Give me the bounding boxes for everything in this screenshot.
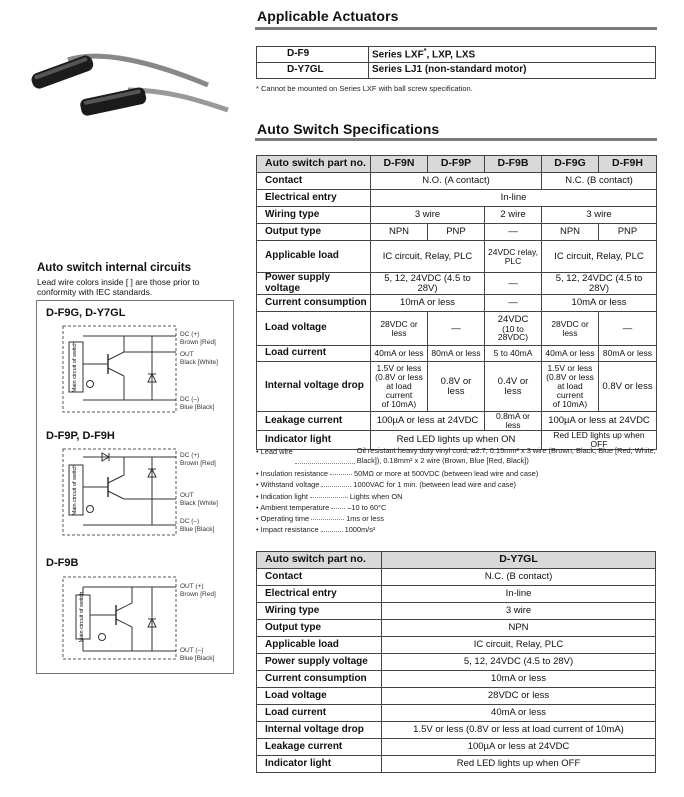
internal-circuits-subtitle: Lead wire colors inside [ ] are those prior to conformity with IEC standards. [37, 277, 200, 297]
wire-label: OUT Black [White] [180, 492, 218, 507]
svg-text:Main circuit of switch: Main circuit of switch [79, 591, 85, 643]
cell: 5, 12, 24VDC (4.5 to 28V) [542, 273, 657, 295]
row-label: Applicable load [257, 637, 382, 654]
table-row [257, 362, 657, 412]
cell: 5, 12, 24VDC (4.5 to 28V) [371, 273, 485, 295]
cell: N.O. (A contact) [371, 173, 542, 190]
cell: IC circuit, Relay, PLC [542, 241, 657, 273]
wire-label: OUT (+) Brown [Red] [180, 583, 216, 598]
row-label: Power supply voltage [257, 654, 382, 671]
table-row [257, 224, 657, 241]
row-label: Output type [257, 620, 382, 637]
table-row [257, 637, 656, 654]
table-row [257, 207, 657, 224]
row-label: Applicable load [257, 241, 371, 273]
wire-label: OUT (–) Blue [Black] [180, 647, 215, 662]
cell: IC circuit, Relay, PLC [382, 637, 656, 654]
series-cell: Series LXF*, LXP, LXS [369, 47, 656, 63]
cell: 0.4V or less [485, 362, 542, 412]
cell: NPN [382, 620, 656, 637]
cell: N.C. (B contact) [382, 569, 656, 586]
table-row [257, 569, 656, 586]
cell: 3 wire [382, 603, 656, 620]
circuit-title: D-F9B [46, 557, 79, 569]
header-cell: D-F9B [485, 156, 542, 173]
cell: 5, 12, 24VDC (4.5 to 28V) [382, 654, 656, 671]
cell: 40mA or less [382, 705, 656, 722]
row-label: Wiring type [257, 207, 371, 224]
header-cell: Auto switch part no. [257, 552, 382, 569]
cell: 1.5V or less (0.8V or less at load current of 10mA) [382, 722, 656, 739]
cell: PNP [428, 224, 485, 241]
row-label: Current consumption [257, 671, 382, 688]
cell: NPN [542, 224, 599, 241]
table-row [257, 654, 656, 671]
row-label: Contact [257, 173, 371, 190]
circuit-diagram-f9b [62, 575, 180, 661]
table-row [257, 586, 656, 603]
cell: 3 wire [542, 207, 657, 224]
cell: IC circuit, Relay, PLC [371, 241, 485, 273]
spec-notes-list [256, 446, 661, 536]
cell: 10mA or less [382, 671, 656, 688]
table-row [257, 756, 656, 773]
row-label: Wiring type [257, 603, 382, 620]
header-cell: D-F9N [371, 156, 428, 173]
circuit-diagram-f9p-f9h [62, 447, 180, 537]
cell: NPN [371, 224, 428, 241]
cell: 100µA or less at 24VDC [542, 412, 657, 431]
cell: 10mA or less [542, 295, 657, 312]
cell: 24VDC relay, PLC [485, 241, 542, 273]
row-label: Current consumption [257, 295, 371, 312]
row-label: Indicator light [257, 430, 371, 449]
applicable-actuators-table [256, 46, 656, 79]
list-item: • Operating time 1ms or less [256, 514, 384, 524]
cell: N.C. (B contact) [542, 173, 657, 190]
row-label: Power supply voltage [257, 273, 371, 295]
table-row [257, 63, 656, 79]
cell: 1.5V or less (0.8V or less at load current of 10mA) [542, 362, 599, 412]
table-row [257, 346, 657, 362]
row-label: Load voltage [257, 688, 382, 705]
list-item: • Indication light Lights when ON [256, 491, 403, 501]
cell: 10mA or less [371, 295, 485, 312]
cell: 28VDC or less [382, 688, 656, 705]
cell: 3 wire [371, 207, 485, 224]
wire-label: DC (+) Brown [Red] [180, 452, 216, 467]
cell: In-line [371, 190, 657, 207]
row-label: Contact [257, 569, 382, 586]
row-label: Leakage current [257, 739, 382, 756]
cell: 1.5V or less (0.8V or less at load current of 10mA) [371, 362, 428, 412]
cell: 5 to 40mA [485, 346, 542, 362]
cell: — [599, 312, 657, 346]
svg-text:Main circuit of switch: Main circuit of switch [72, 464, 78, 516]
table-row [257, 295, 657, 312]
cell: 0.8V or less [599, 362, 657, 412]
circuit-title: D-F9P, D-F9H [46, 430, 115, 442]
row-label: Load current [257, 705, 382, 722]
cell: Red LED lights up when ON [371, 430, 542, 449]
cell: 0.8mA or less [485, 412, 542, 431]
header-cell: D-F9G [542, 156, 599, 173]
table-row [257, 273, 657, 295]
row-label: Indicator light [257, 756, 382, 773]
cell: 24VDC (10 to 28VDC) [485, 312, 542, 346]
header-cell: Auto switch part no. [257, 156, 371, 173]
list-item: • Insulation resistance 50MΩ or more at 500VDC (between lead wire and case) [256, 469, 539, 478]
row-label: Load current [257, 346, 371, 362]
wire-label: DC (–) Blue [Black] [180, 396, 215, 411]
table-row [257, 312, 657, 346]
y7gl-spec-table [256, 551, 656, 773]
cell: PNP [599, 224, 657, 241]
heading-bar [255, 138, 657, 141]
list-item: • Ambient temperature –10 to 60°C [256, 502, 387, 512]
svg-text:Main circuit of switch: Main circuit of switch [72, 341, 78, 393]
model-cell: D-Y7GL [257, 63, 369, 79]
list-item: • Withstand voltage 1000VAC for 1 min. (between lead wire and case) [256, 480, 516, 490]
cell: In-line [382, 586, 656, 603]
table-row [257, 47, 656, 63]
cell: 80mA or less [428, 346, 485, 362]
cell: — [485, 224, 542, 241]
row-label: Output type [257, 224, 371, 241]
table-row [257, 603, 656, 620]
cell: 80mA or less [599, 346, 657, 362]
table-header-row [257, 552, 656, 569]
auto-switch-product-image [28, 30, 238, 130]
auto-switch-spec-table [256, 155, 657, 450]
table-row [257, 688, 656, 705]
cell: 40mA or less [542, 346, 599, 362]
wire-label: OUT Black [White] [180, 351, 218, 366]
auto-switch-specs-title: Auto Switch Specifications [257, 121, 440, 137]
cell: 40mA or less [371, 346, 428, 362]
cell: 28VDC or less [371, 312, 428, 346]
list-item: • Impact resistance 1000m/s² [256, 525, 376, 535]
internal-circuits-title: Auto switch internal circuits [37, 262, 191, 274]
series-cell: Series LJ1 (non-standard motor) [369, 63, 656, 79]
table-row [257, 722, 656, 739]
circuit-title: D-F9G, D-Y7GL [46, 307, 126, 319]
row-label: Electrical entry [257, 190, 371, 207]
heading-bar [255, 27, 657, 30]
cell: 0.8V or less [428, 362, 485, 412]
table-row [257, 620, 656, 637]
wire-label: DC (+) Brown [Red] [180, 331, 216, 346]
table-row [257, 241, 657, 273]
table-row [257, 705, 656, 722]
actuators-footnote: * Cannot be mounted on Series LXF with ball screw specification. [256, 84, 473, 93]
row-label: Electrical entry [257, 586, 382, 603]
cell: 100µA or less at 24VDC [371, 412, 485, 431]
cell: — [485, 295, 542, 312]
table-header-row [257, 156, 657, 173]
header-cell: D-F9P [428, 156, 485, 173]
table-row [257, 739, 656, 756]
cell: Red LED lights up when OFF [382, 756, 656, 773]
cell: 2 wire [485, 207, 542, 224]
wire-label: DC (–) Blue [Black] [180, 518, 215, 533]
header-cell: D-Y7GL [382, 552, 656, 569]
applicable-actuators-title: Applicable Actuators [257, 8, 399, 24]
row-label: Internal voltage drop [257, 722, 382, 739]
table-row [257, 190, 657, 207]
cell: — [485, 273, 542, 295]
table-row [257, 173, 657, 190]
cell: 28VDC or less [542, 312, 599, 346]
circuit-diagram-f9g-y7gl [62, 324, 180, 414]
row-label: Load voltage [257, 312, 371, 346]
row-label: Internal voltage drop [257, 362, 371, 412]
cell: — [428, 312, 485, 346]
header-cell: D-F9H [599, 156, 657, 173]
row-label: Leakage current [257, 412, 371, 431]
table-row [257, 412, 657, 431]
table-row [257, 671, 656, 688]
model-cell: D-F9 [257, 47, 369, 63]
cell: 100µA or less at 24VDC [382, 739, 656, 756]
list-item: • Lead wire Oil resistant heavy duty vinyl cord, ø2.7, 0.15mm² x 3 wire (Brown, Black, Blue [Red, White, Black]), 0.18mm² x 2 wire (Brown, Blue [Red, Black]) [256, 446, 656, 465]
cell: Red LED lights up when OFF [542, 430, 657, 449]
